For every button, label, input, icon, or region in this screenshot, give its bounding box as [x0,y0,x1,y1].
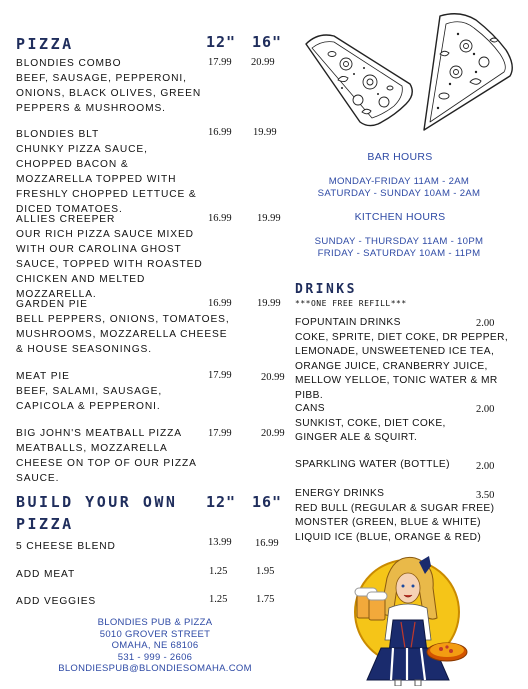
item-description: CHUNKY PIZZA SAUCE, CHOPPED BACON & MOZZARELLA TOPPED WITH FRESHLY CHOPPED LETTUCE & DICED TOMATOES. [16,144,197,215]
menu-item [16,426,202,486]
pizza-size-16-header: 16" [252,33,283,51]
phone-number: 531 - 999 - 2606 [117,651,193,663]
item-description: BELL PEPPERS, ONIONS, TOMATOES, MUSHROOMS, MOZZARELLA CHEESE & HOUSE SEASONINGS. [16,314,230,355]
build-section-title-line1: BUILD YOUR OWN [16,493,178,511]
menu-item [16,212,212,302]
price-12: 13.99 [208,537,232,548]
pizza-section-title: PIZZA [16,35,74,53]
bar-hours-title: BAR HOURS [367,151,433,163]
price-16: 19.99 [253,127,277,138]
pizza-slice-drawing-left [298,24,416,132]
item-name: BLONDIES COMBO [16,58,122,69]
build-size-16-header: 16" [252,493,283,511]
drink-price: 2.00 [476,461,495,472]
price-16: 1.95 [256,566,275,577]
kitchen-hours-line: FRIDAY - SATURDAY 10AM - 11PM [317,248,481,259]
price-12: 17.99 [208,57,232,68]
city-address: OMAHA, NE 68106 [111,640,199,652]
item-name: BLONDIES BLT [16,129,100,140]
price-16: 19.99 [257,213,281,224]
email-link[interactable]: BLONDIESPUB@BLONDIESOMAHA.COM [58,663,252,675]
price-12: 17.99 [208,428,232,439]
drink-description: SUNKIST, COKE, DIET COKE, GINGER ALE & SQUIRT. [295,417,446,443]
menu-item [16,297,232,357]
item-description: BEEF, SAUSAGE, PEPPERONI, ONIONS, BLACK OLIVES, GREEN PEPPERS & MUSHROOMS. [16,73,202,114]
menu-item [16,127,202,217]
kitchen-hours-title: KITCHEN HOURS [354,211,446,223]
refill-note: ***ONE FREE REFILL*** [295,299,407,308]
price-16: 20.99 [261,372,285,383]
pub-name: BLONDIES PUB & PIZZA [97,617,213,628]
build-item-name: 5 CHEESE BLEND [16,541,116,552]
build-item-name: ADD VEGGIES [16,596,97,607]
drink-description: COKE, SPRITE, DIET COKE, DR PEPPER, LEMONADE, UNSWEETENED ICE TEA, ORANGE JUICE, CRANBERRY JUICE, MELLOW YELLOE, TONIC WATER & MR PIBB. [295,331,509,401]
item-description: OUR RICH PIZZA SAUCE MIXED WITH OUR CAROLINA GHOST SAUCE, TOPPED WITH ROASTED CHICKEN AND MELTED MOZZARELLA. [16,229,203,300]
drink-item [295,316,515,403]
build-section-title-line2: PIZZA [16,515,74,533]
drink-name: FOPUNTAIN DRINKS [295,317,401,328]
build-item-name: ADD MEAT [16,569,76,580]
item-name: GARDEN PIE [16,299,88,310]
beer-maid-mascot [345,548,473,686]
price-16: 20.99 [251,57,275,68]
price-16: 20.99 [261,428,285,439]
price-16: 16.99 [255,538,279,549]
build-size-12-header: 12" [206,493,237,511]
item-description: MEATBALLS, MOZZARELLA CHEESE ON TOP OF OUR PIZZA SAUCE. [16,443,197,484]
street-address: 5010 GROVER STREET [99,628,211,640]
drink-price: 2.00 [476,318,495,329]
contact-block [40,617,270,675]
kitchen-hours-line: SUNDAY - THURSDAY 11AM - 10PM [314,236,484,247]
price-16: 1.75 [256,594,275,605]
menu-item [16,369,206,414]
item-name: ALLIES CREEPER [16,214,116,225]
drink-name: SPARKLING WATER (BOTTLE) [295,459,450,470]
drinks-section-title: DRINKS [295,282,357,297]
drink-name: ENERGY DRINKS [295,488,385,499]
drink-price: 2.00 [476,404,495,415]
drink-description: RED BULL (REGULAR & SUGAR FREE) MONSTER (GREEN, BLUE & WHITE) LIQUID ICE (BLUE, ORANGE & RED) [295,502,495,543]
drink-price: 3.50 [476,490,495,501]
price-12: 16.99 [208,213,232,224]
pizza-size-12-header: 12" [206,33,237,51]
price-12: 17.99 [208,370,232,381]
price-16: 19.99 [257,298,281,309]
price-12: 1.25 [209,594,228,605]
price-12: 1.25 [209,566,228,577]
drink-item [295,402,455,446]
bar-hours-line: MONDAY-FRIDAY 11AM - 2AM [328,176,470,187]
bar-hours-line: SATURDAY - SUNDAY 10AM - 2AM [317,188,481,199]
price-12: 16.99 [208,298,232,309]
item-description: BEEF, SALAMI, SAUSAGE, CAPICOLA & PEPPERONI. [16,386,163,412]
item-name: MEAT PIE [16,371,70,382]
item-name: BIG JOHN'S MEATBALL PIZZA [16,428,182,439]
drink-item [295,458,450,473]
pizza-slice-drawing-right [410,10,522,136]
menu-item [16,56,202,116]
drink-name: CANS [295,403,325,414]
price-12: 16.99 [208,127,232,138]
